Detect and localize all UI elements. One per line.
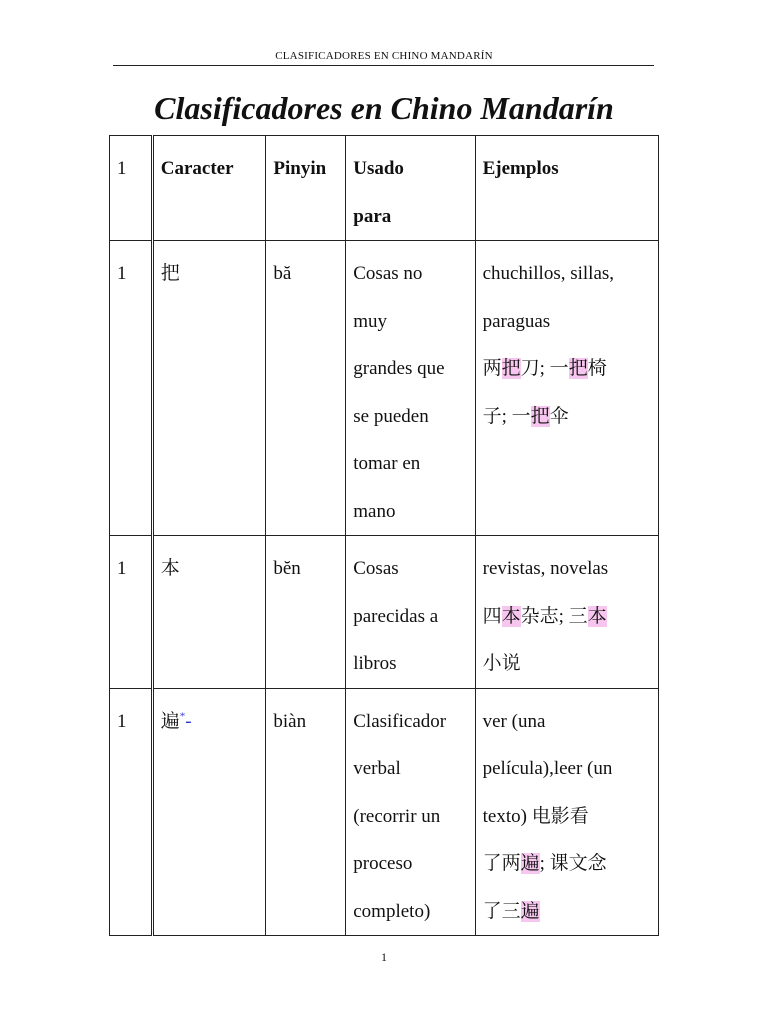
footnote-marker: *	[179, 710, 186, 723]
page-number: 1	[381, 950, 387, 964]
header-used-for-line: Usado	[353, 158, 404, 179]
used-for-line: muy	[353, 310, 388, 332]
example-text: 刀; 一	[520, 358, 569, 379]
table-header-row	[110, 136, 659, 241]
example-line	[483, 250, 652, 298]
example-text: texto) 电影看	[482, 805, 589, 827]
cell-character	[152, 536, 266, 689]
page-title: Clasificadores en Chino Mandarín	[154, 90, 614, 126]
running-header: CLASIFICADORES EN CHINO MANDARÍN	[275, 50, 493, 62]
header-examples: Ejemplos	[475, 136, 658, 241]
cell-examples	[475, 688, 658, 936]
table-row	[110, 688, 659, 936]
example-text: ; 课文念	[539, 853, 607, 874]
example-text: ver (una	[482, 710, 546, 732]
cell-pinyin: bĕn	[266, 536, 346, 689]
cell-number: 1	[110, 536, 153, 689]
highlighted-classifier: 遍	[520, 853, 540, 874]
table-row	[110, 241, 659, 536]
example-text: 伞	[549, 405, 569, 427]
highlighted-classifier: 本	[501, 605, 521, 627]
example-line	[483, 640, 652, 688]
used-for-line: Cosas	[353, 558, 399, 579]
example-text: 四	[482, 605, 502, 627]
cell-examples	[475, 536, 658, 689]
used-for-line: tomar en	[353, 453, 421, 474]
used-for-line: Cosas no	[353, 263, 423, 284]
example-text: película),leer (un	[482, 758, 613, 779]
cell-used-for	[346, 536, 475, 689]
used-for-line: completo)	[353, 900, 431, 922]
example-text: 子; 一	[482, 405, 531, 427]
table-row	[110, 536, 659, 689]
example-line	[483, 840, 652, 888]
table-body	[110, 241, 659, 936]
used-for-line: se pueden	[353, 405, 429, 427]
used-for-line: mano	[353, 500, 396, 522]
cell-pinyin: bă	[266, 241, 346, 536]
example-text: 两	[482, 358, 502, 379]
used-for-line: (recorrir un	[353, 805, 441, 827]
cell-character	[152, 688, 266, 936]
used-for-line: verbal	[353, 758, 401, 779]
cell-used-for	[346, 241, 475, 536]
cell-number: 1	[110, 241, 153, 536]
used-for-line: Clasificador	[353, 710, 447, 732]
example-line	[483, 298, 652, 346]
example-text: 杂志; 三	[520, 605, 588, 627]
cell-character	[152, 241, 266, 536]
footnote-dash: -	[185, 710, 192, 732]
example-line	[483, 393, 652, 441]
example-text: 了三	[482, 900, 521, 922]
highlighted-classifier: 遍	[520, 900, 540, 922]
character-glyph: 遍	[160, 710, 180, 732]
classifier-table	[109, 135, 659, 936]
example-text: revistas, novelas	[482, 558, 609, 579]
highlighted-classifier: 把	[530, 405, 550, 427]
example-line	[483, 593, 652, 641]
highlighted-classifier: 本	[587, 605, 607, 627]
header-used-for-line: para	[353, 205, 392, 227]
cell-used-for	[346, 688, 475, 936]
example-text: paraguas	[482, 310, 551, 332]
highlighted-classifier: 把	[568, 358, 588, 379]
character-glyph: 把	[160, 263, 180, 284]
header-used-for	[346, 136, 475, 241]
example-line	[483, 345, 652, 393]
example-line	[483, 545, 652, 593]
cell-examples	[475, 241, 658, 536]
example-line	[483, 745, 652, 793]
example-line	[483, 793, 652, 841]
example-text: chuchillos, sillas,	[482, 263, 615, 284]
example-line	[483, 698, 652, 746]
example-line	[483, 888, 652, 936]
example-text: 小说	[482, 653, 521, 674]
used-for-line: libros	[353, 653, 397, 674]
used-for-line: parecidas a	[353, 605, 439, 627]
header-rule	[113, 65, 654, 66]
highlighted-classifier: 把	[501, 358, 521, 379]
header-pinyin: Pinyin	[266, 136, 346, 241]
header-character: Caracter	[152, 136, 266, 241]
cell-number: 1	[110, 688, 153, 936]
used-for-line: proceso	[353, 853, 413, 874]
used-for-line: grandes que	[353, 358, 445, 379]
example-text: 了两	[482, 853, 521, 874]
character-glyph: 本	[160, 558, 180, 579]
example-text: 椅	[587, 358, 607, 379]
cell-pinyin: biàn	[266, 688, 346, 936]
header-number: 1	[110, 136, 153, 241]
